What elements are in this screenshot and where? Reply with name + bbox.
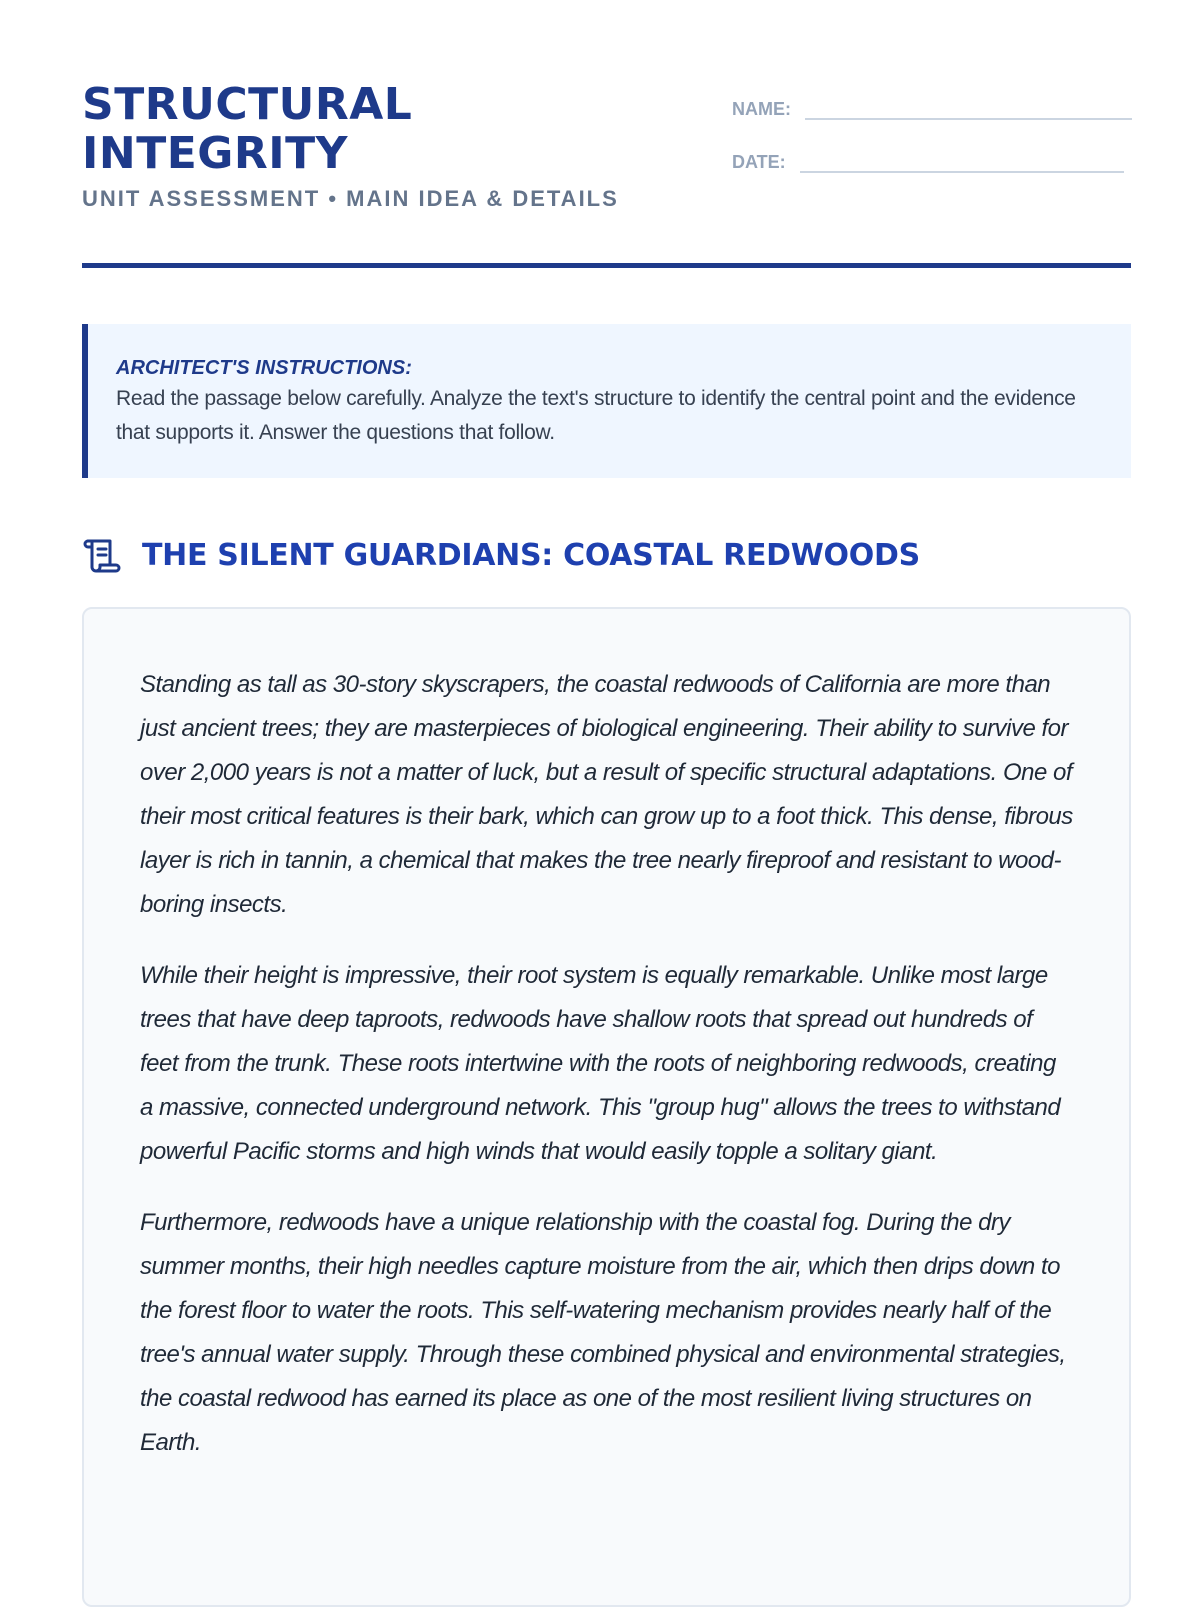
passage-paragraph: Standing as tall as 30-story skyscrapers, the coastal redwoods of California are more than just ancient trees; they are masterpieces of biological engineering. Their ability to survive for over 2,000 years is not a matter of luck, but a result of specific structural adaptations. One of their most critical features is their bark, which can grow up to a foot thick. This dense, fibrous layer is rich in tannin, a chemical that makes the tree nearly fireproof and resistant to wood-boring insects. (140, 671, 1073, 918)
date-input-line[interactable] (800, 143, 1124, 173)
worksheet-header (82, 80, 1131, 212)
scroll-icon (82, 535, 122, 575)
title-line-2: INTEGRITY (82, 128, 349, 179)
student-fields (732, 90, 1132, 196)
passage-heading (82, 535, 920, 575)
passage-paragraph: While their height is impressive, their root system is equally remarkable. Unlike most large trees that have deep taproots, redwoods have shallow roots that spread out hundreds of feet from the trunk. These roots intertwine with the roots of neighboring redwoods, creating a massive, connected underground network. This "group hug" allows the trees to withstand powerful Pacific storms and high winds that would easily topple a solitary giant. (140, 962, 1061, 1165)
instructions-title: ARCHITECT'S INSTRUCTIONS: (116, 357, 412, 379)
page-subtitle: UNIT ASSESSMENT • MAIN IDEA & DETAILS (82, 186, 619, 211)
instructions-box (82, 324, 1131, 478)
instructions-body: Read the passage below carefully. Analyze the text's structure to identify the central point and the evidence that supports it. Answer the questions that follow. (116, 387, 1076, 444)
date-field (732, 143, 1132, 173)
title-line-1: STRUCTURAL (82, 79, 413, 130)
passage-box (82, 607, 1131, 1607)
name-field (732, 90, 1132, 120)
name-label: NAME: (732, 99, 791, 119)
passage-paragraph: Furthermore, redwoods have a unique relationship with the coastal fog. During the dry summer months, their high needles capture moisture from the air, which then drips down to the forest floor to water the roots. This self-watering mechanism provides nearly half of the tree's annual water supply. Through these combined physical and environmental strategies, the coastal redwood has earned its place as one of the most resilient living structures on Earth. (140, 1209, 1066, 1456)
passage-title: THE SILENT GUARDIANS: COASTAL REDWOODS (142, 537, 920, 573)
name-input-line[interactable] (805, 90, 1132, 120)
date-label: DATE: (732, 152, 786, 172)
header-divider (82, 263, 1131, 268)
